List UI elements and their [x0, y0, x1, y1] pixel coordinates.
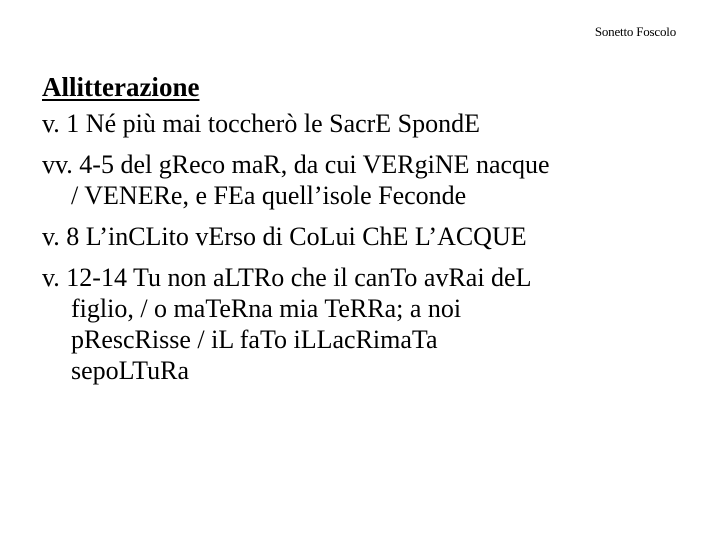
verse-item	[42, 149, 692, 211]
slide-header: Sonetto Foscolo	[594, 24, 676, 39]
verse-line: / VENERe, e FEa quell’isole Feconde	[71, 181, 467, 210]
verse-item	[42, 221, 692, 252]
verse-line: sepoLTuRa	[71, 356, 190, 385]
verse-line: v. 1 Né più mai toccherò le SacrE SpondE	[42, 109, 481, 138]
verse-line: v. 12-14 Tu non aLTRo che il canTo avRai deL	[42, 263, 532, 292]
verse-item	[42, 108, 692, 139]
section-title: Allitterazione	[42, 72, 200, 102]
verse-line: pRescRisse / iL faTo iLLacRimaTa	[71, 325, 438, 354]
verse-line: figlio, / o maTeRna mia TeRRa; a noi	[71, 294, 462, 323]
verse-line: v. 8 L’inCLito vErso di CoLui ChE L’ACQUE	[42, 222, 527, 251]
verse-line: vv. 4-5 del gReco maR, da cui VERgiNE nacque	[42, 150, 550, 179]
verse-item	[42, 262, 692, 386]
slide-body	[42, 67, 692, 396]
